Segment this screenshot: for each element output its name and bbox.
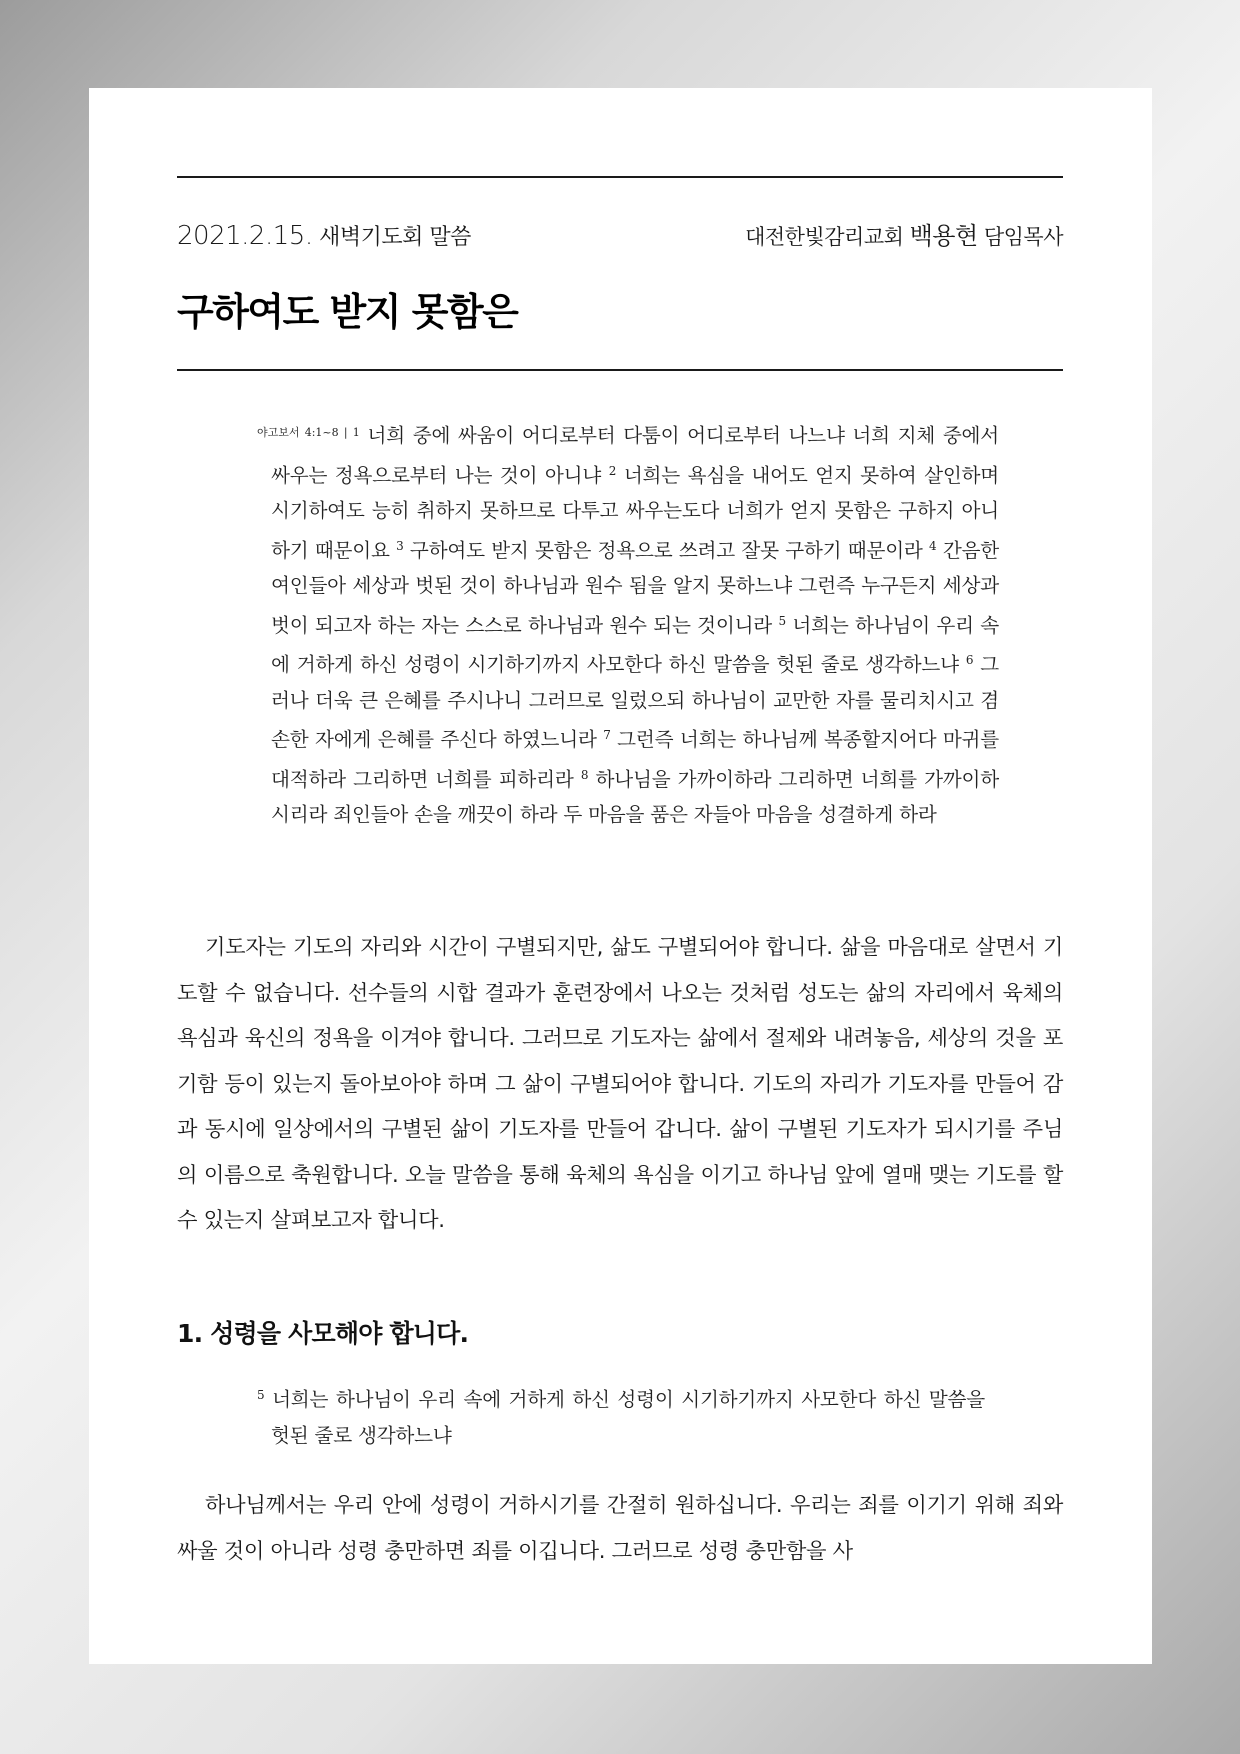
church-pastor-line (745, 216, 1063, 251)
pastor-title: 담임목사 (983, 225, 1063, 249)
sermon-date: 2021.2.15. (177, 221, 313, 251)
service-name: 새벽기도회 말씀 (319, 225, 471, 250)
sermon-title: 구하여도 받지 못함은 (177, 290, 518, 334)
verse-number-2: 2 (608, 463, 617, 478)
pastor-name: 백용현 (909, 222, 978, 250)
verse-5: 너희는 하나님이 우리 속에 거하게 하신 성령이 시기하기까지 사모한다 하신 말씀을 헛된 줄로 생각하느냐 (271, 613, 1000, 676)
verse-3: 구하여도 받지 못함은 정욕으로 쓰려고 잘못 구하기 때문이라 (409, 538, 923, 562)
verse-number-6: 6 (965, 653, 974, 667)
scripture-reference: 야고보서 4:1~8 | 1 (257, 426, 360, 439)
section-1-paragraph: 하나님께서는 우리 안에 성령이 거하시기를 간절히 원하십니다. 우리는 죄를 이기기 위해 죄와 싸울 것이 아니라 성령 충만하면 죄를 이깁니다. 그러므로 성령 충만함을 사 (177, 1492, 1063, 1563)
verse-7: 그런즉 너희는 하나님께 복종할지어다 마귀를 대적하라 그리하면 너희를 피하리라 (271, 728, 1000, 791)
verse-number-5: 5 (778, 613, 786, 628)
intro-paragraph: 기도자는 기도의 자리와 시간이 구별되지만, 삶도 구별되어야 합니다. 삶을 마음대로 살면서 기도할 수 없습니다. 선수들의 시합 결과가 훈련장에서 나오는 것처럼 성도는 삶의 자리에서 육체의 욕심과 육신의 정욕을 이겨야 합니다. 그러므로 기도자는 삶에서 절제와 내려놓음, 세상의 것을 포기함 등이 있는지 돌아보아야 하며 그 삶이 구별되어야 합니다. 기도의 자리가 기도자를 만들어 감과 동시에 일상에서의 구별된 삶이 기도자를 만들어 갑니다. 삶이 구별된 기도자가 되시기를 주님의 이름으로 축원합니다. 오늘 말씀을 통해 육체의 욕심을 이기고 하나님 앞에 열매 맺는 기도를 할 수 있는지 살펴보고자 합니다. (177, 934, 1063, 1232)
section-1-heading: 1. 성령을 사모해야 합니다. (177, 1319, 469, 1348)
verse-2: 너희는 욕심을 내어도 얻지 못하여 살인하며 시기하여도 능히 취하지 못하므로 다투고 싸우는도다 너희가 얻지 못함은 구하지 아니하기 때문이요 (271, 463, 999, 562)
sermon-date-line (177, 220, 471, 251)
verse-8: 하나님을 가까이하라 그리하면 너희를 가까이하시리라 죄인들아 손을 깨끗이 하라 두 마음을 품은 자들아 마음을 성결하게 하라 (271, 767, 999, 826)
document-header (177, 216, 1063, 251)
section-1-verse (257, 1378, 985, 1453)
church-name: 대전한빛감리교회 (745, 225, 904, 249)
document-page (89, 88, 1152, 1664)
verse-number-8: 8 (580, 767, 589, 782)
verse-6: 그러나 더욱 큰 은혜를 주시나니 그러므로 일렀으되 하나님이 교만한 자를 물리치시고 겸손한 자에게 은혜를 주신다 하였느니라 (271, 653, 999, 751)
section-1-verse-number: 5 (257, 1388, 265, 1402)
verse-4: 간음한 여인들아 세상과 벗된 것이 하나님과 원수 됨을 알지 못하느냐 그런즉 누구든지 세상과 벗이 되고자 하는 자는 스스로 하나님과 원수 되는 것이니라 (271, 538, 1000, 637)
scripture-passage (257, 415, 999, 833)
verse-number-3: 3 (396, 538, 404, 553)
top-divider (177, 176, 1063, 178)
verse-number-4: 4 (929, 538, 937, 553)
verse-1: 너희 중에 싸움이 어디로부터 다툼이 어디로부터 나느냐 너희 지체 중에서 싸우는 정욕으로부터 나는 것이 아니냐 (271, 424, 1000, 487)
title-divider (177, 369, 1063, 371)
section-1-verse-text: 너희는 하나님이 우리 속에 거하게 하신 성령이 시기하기까지 사모한다 하신 말씀을 헛된 줄로 생각하느냐 (271, 1388, 985, 1447)
verse-number-7: 7 (603, 728, 611, 742)
